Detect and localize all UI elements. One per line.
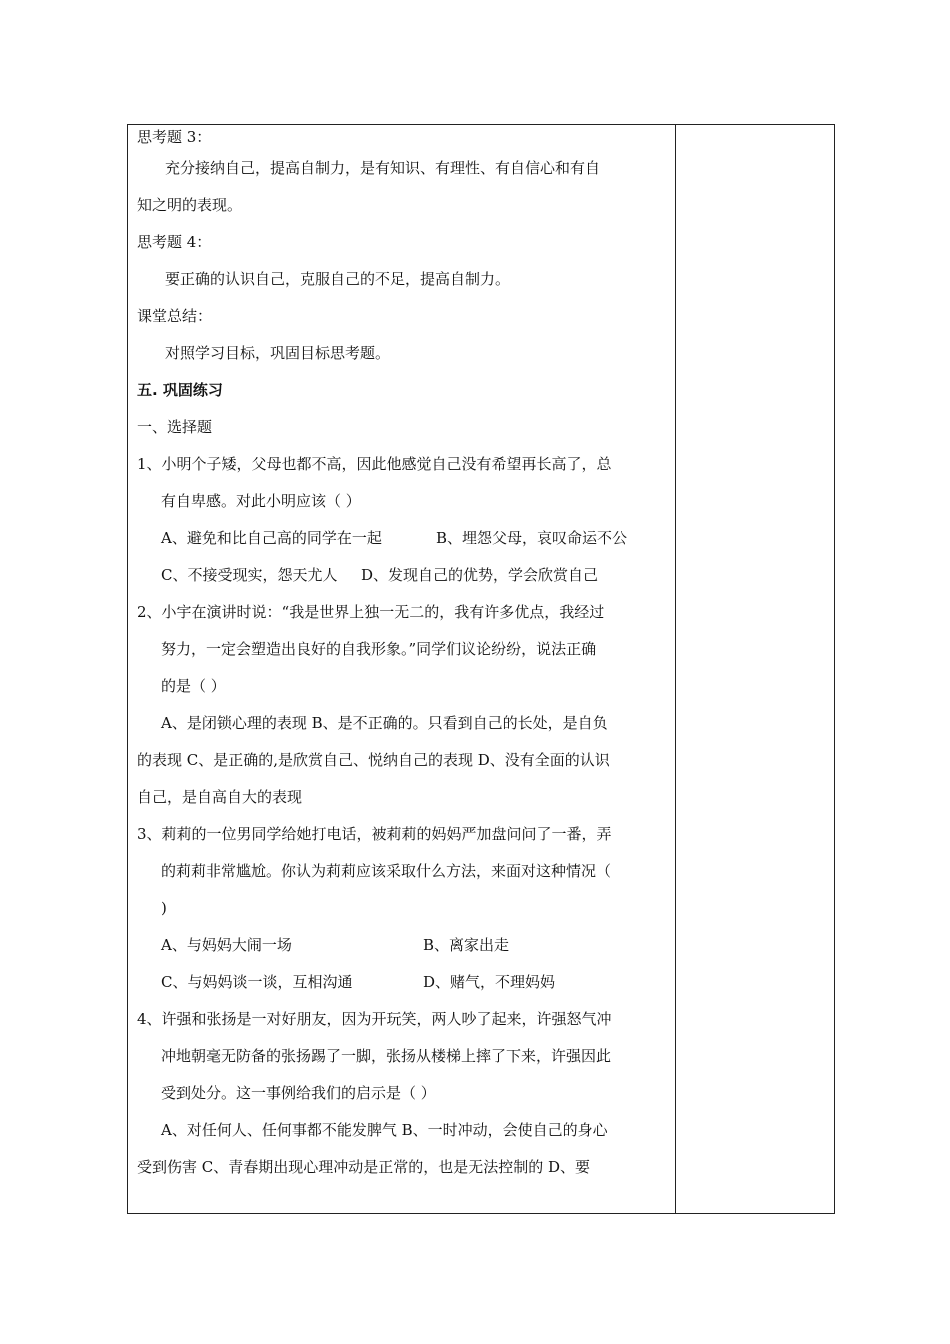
q3-options-row-2 xyxy=(137,964,669,1001)
q1-option-a: A、避免和比自己高的同学在一起 xyxy=(161,529,382,547)
worksheet-table xyxy=(127,124,835,1214)
content-cell xyxy=(128,125,676,1214)
q3-question-line-2: 的莉莉非常尴尬。你认为莉莉应该采取什么方法，来面对这种情况（ xyxy=(161,862,612,880)
q1-options-row-2 xyxy=(137,557,669,594)
q4-options-line-2: 受到伤害 C、青春期出现心理冲动是正常的，也是无法控制的 D、要 xyxy=(137,1158,591,1176)
q2-line-3: 的是（ ） xyxy=(161,677,226,695)
section-subtitle: 一、选择题 xyxy=(137,418,213,436)
q4-text: 要正确的认识自己，克服自己的不足，提高自制力。 xyxy=(165,270,511,288)
q2-line-2: 努力，一定会塑造出良好的自我形象。”同学们议论纷纷，说法正确 xyxy=(161,640,597,658)
q1-line-1: 1、小明个子矮，父母也都不高，因此他感觉自己没有希望再长高了，总 xyxy=(137,455,612,473)
q1-option-d: D、发现自己的优势，学会欣赏自己 xyxy=(361,566,599,584)
q4-label: 思考题 4： xyxy=(137,233,212,251)
q3-option-c: C、与妈妈谈一谈，互相沟通 xyxy=(161,973,353,991)
q4-question-line-2: 冲地朝毫无防备的张扬踢了一脚，张扬从楼梯上摔了下来，许强因此 xyxy=(161,1047,612,1065)
q2-options-line-3: 自己，是自高自大的表现 xyxy=(137,788,303,806)
q1-option-b: B、埋怨父母，哀叹命运不公 xyxy=(436,529,628,547)
q3-options-row-1 xyxy=(137,927,669,964)
q1-option-c: C、不接受现实，怨天尤人 xyxy=(161,566,338,584)
section-title: 五. 巩固练习 xyxy=(137,381,223,399)
q3-option-d: D、赌气，不理妈妈 xyxy=(423,973,556,991)
q2-options-line-1: A、是闭锁心理的表现 B、是不正确的。只看到自己的长处，是自负 xyxy=(161,714,608,732)
summary-label: 课堂总结： xyxy=(137,307,213,325)
q3-question-line-1: 3、莉莉的一位男同学给她打电话，被莉莉的妈妈严加盘问问了一番，弄 xyxy=(137,825,612,843)
q2-line-1: 2、小宇在演讲时说：“我是世界上独一无二的，我有许多优点，我经过 xyxy=(137,603,605,621)
q3-question-line-3: ) xyxy=(161,899,167,917)
q1-line-2: 有自卑感。对此小明应该（ ） xyxy=(161,492,361,510)
q1-options-row-1 xyxy=(137,520,669,557)
q3-text-line-2: 知之明的表现。 xyxy=(137,196,243,214)
q4-question-line-1: 4、许强和张扬是一对好朋友，因为开玩笑，两人吵了起来，许强怒气冲 xyxy=(137,1010,612,1028)
q3-option-a: A、与妈妈大闹一场 xyxy=(161,936,292,954)
notes-cell xyxy=(675,125,834,1214)
q3-option-b: B、离家出走 xyxy=(423,936,510,954)
q4-options-line-1: A、对任何人、任何事都不能发脾气 B、一时冲动，会使自己的身心 xyxy=(161,1121,608,1139)
summary-text: 对照学习目标，巩固目标思考题。 xyxy=(165,344,391,362)
q4-question-line-3: 受到处分。这一事例给我们的启示是（ ） xyxy=(161,1084,436,1102)
content-body xyxy=(128,125,675,1186)
q3-label: 思考题 3： xyxy=(137,128,212,146)
q3-text-line-1: 充分接纳自己，提高自制力，是有知识、有理性、有自信心和有自 xyxy=(165,159,601,177)
q2-options-line-2: 的表现 C、是正确的,是欣赏自己、悦纳自己的表现 D、没有全面的认识 xyxy=(137,751,610,769)
